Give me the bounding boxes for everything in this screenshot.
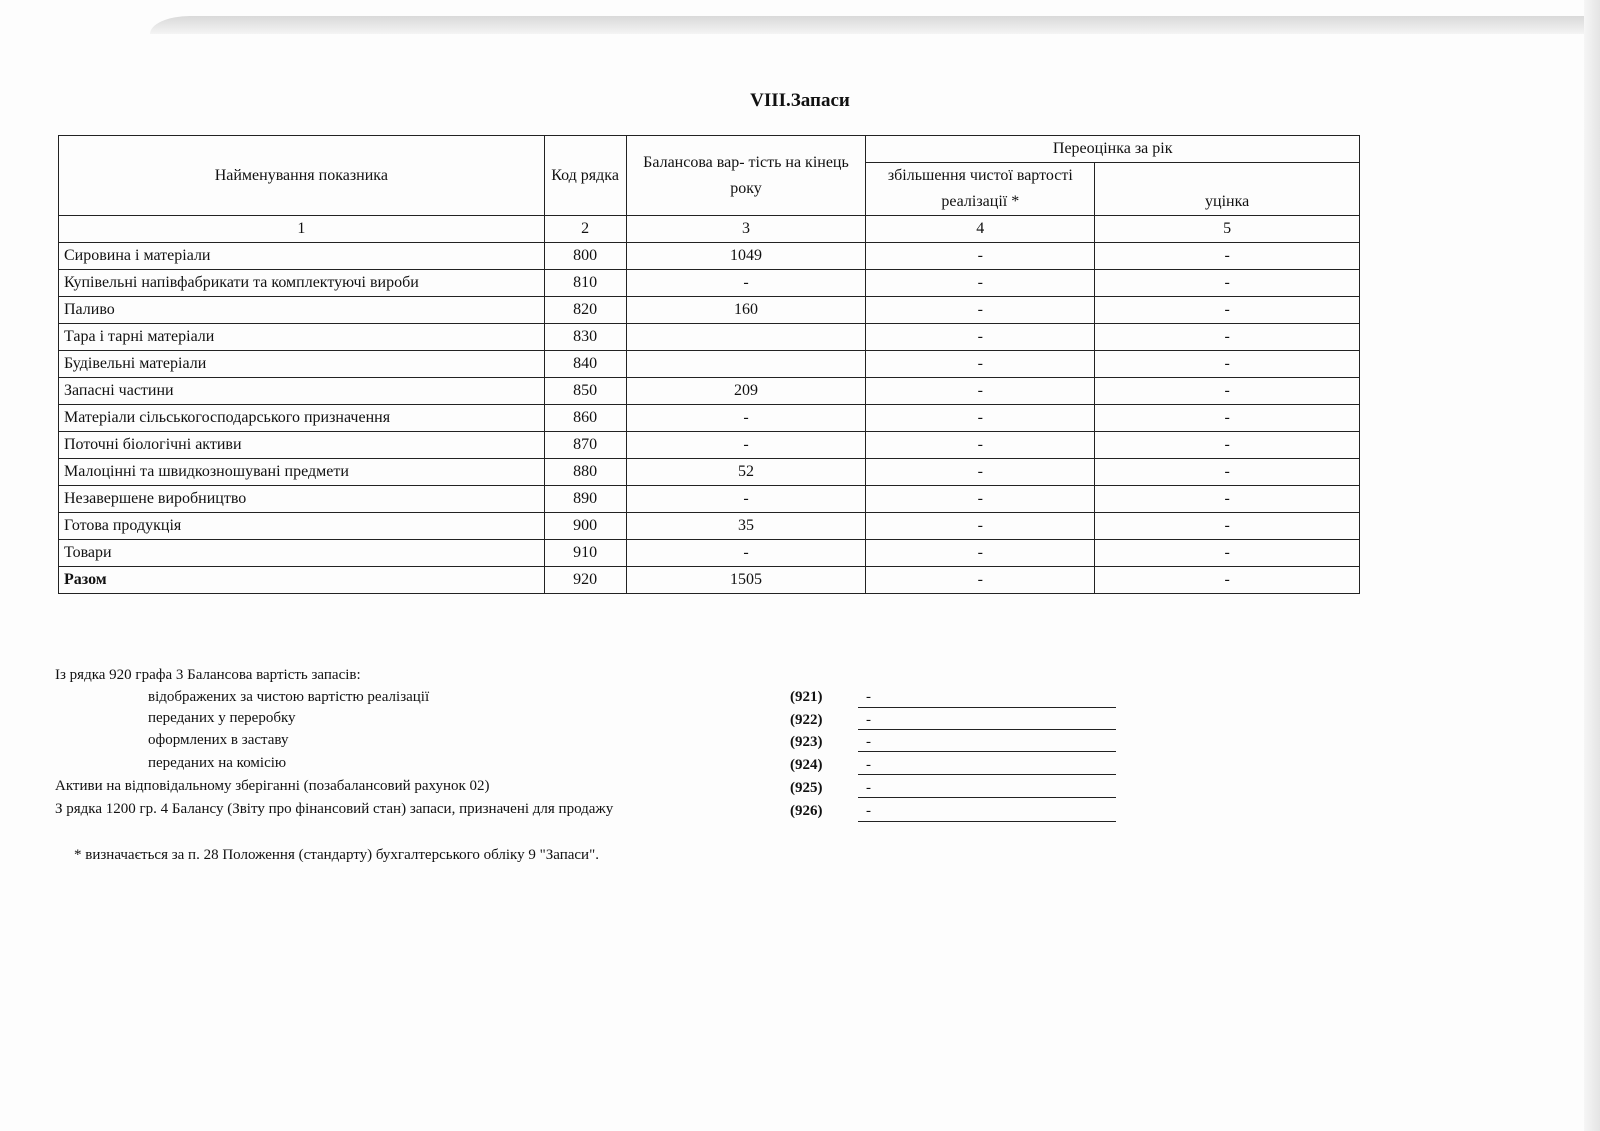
column-number: 2: [544, 216, 626, 243]
row-code: 880: [544, 459, 626, 486]
table-row: [59, 297, 1360, 324]
row-markdown: -: [1095, 459, 1360, 486]
row-name: Купівельні напівфабрикати та комплектуючі вироби: [59, 270, 545, 297]
row-balance: 1049: [626, 243, 866, 270]
row-code: 830: [544, 324, 626, 351]
inventory-table: [58, 135, 1360, 594]
note-code: (923): [790, 734, 823, 750]
row-balance: [626, 351, 866, 378]
row-code: 890: [544, 486, 626, 513]
row-code: 900: [544, 513, 626, 540]
row-increase: -: [866, 513, 1095, 540]
column-number-row: [59, 216, 1360, 243]
row-name: Матеріали сільськогосподарського призначення: [59, 405, 545, 432]
note-code: (922): [790, 712, 823, 728]
row-increase: -: [866, 432, 1095, 459]
table-row: [59, 513, 1360, 540]
table-row: [59, 459, 1360, 486]
row-markdown: -: [1095, 513, 1360, 540]
row-markdown: -: [1095, 351, 1360, 378]
note-label: Активи на відповідальному зберіганні (позабалансовий рахунок 02): [55, 778, 490, 794]
note-value: -: [866, 757, 871, 773]
note-code: (925): [790, 780, 823, 796]
row-increase: -: [866, 324, 1095, 351]
row-markdown: -: [1095, 432, 1360, 459]
note-underline: [858, 797, 1116, 798]
row-name: Разом: [59, 567, 545, 594]
row-name: Будівельні матеріали: [59, 351, 545, 378]
row-markdown: -: [1095, 540, 1360, 567]
row-markdown: -: [1095, 324, 1360, 351]
table-row: [59, 405, 1360, 432]
header-balance: Балансова вар- тість на кінець року: [626, 136, 866, 216]
row-name: Поточні біологічні активи: [59, 432, 545, 459]
row-balance: -: [626, 540, 866, 567]
note-label: відображених за чистою вартістю реалізації: [148, 689, 430, 705]
row-markdown: -: [1095, 486, 1360, 513]
note-underline: [858, 729, 1116, 730]
row-code: 820: [544, 297, 626, 324]
row-code: 840: [544, 351, 626, 378]
row-name: Тара і тарні матеріали: [59, 324, 545, 351]
table-row: [59, 351, 1360, 378]
row-name: Сировина і матеріали: [59, 243, 545, 270]
row-markdown: -: [1095, 378, 1360, 405]
note-underline: [858, 707, 1116, 708]
notes-intro: Із рядка 920 графа 3 Балансова вартість запасів:: [55, 667, 361, 683]
table-row: [59, 540, 1360, 567]
header-code: Код рядка: [544, 136, 626, 216]
row-balance: -: [626, 405, 866, 432]
note-code: (921): [790, 689, 823, 705]
column-number: 5: [1095, 216, 1360, 243]
note-label: оформлених в заставу: [148, 732, 289, 748]
row-balance: -: [626, 270, 866, 297]
row-name: Запасні частини: [59, 378, 545, 405]
note-value: -: [866, 780, 871, 796]
row-name: Малоцінні та швидкозношувані предмети: [59, 459, 545, 486]
row-code: 810: [544, 270, 626, 297]
row-balance: -: [626, 432, 866, 459]
row-increase: -: [866, 567, 1095, 594]
header-row: [59, 136, 1360, 163]
row-name: Готова продукція: [59, 513, 545, 540]
row-balance: 1505: [626, 567, 866, 594]
table-row: [59, 324, 1360, 351]
note-code: (924): [790, 757, 823, 773]
table-row: [59, 486, 1360, 513]
row-code: 920: [544, 567, 626, 594]
row-name: Незавершене виробництво: [59, 486, 545, 513]
row-increase: -: [866, 351, 1095, 378]
note-value: -: [866, 803, 871, 819]
header-increase: збільшення чистої вартості реалізації *: [866, 163, 1095, 216]
row-increase: -: [866, 486, 1095, 513]
row-markdown: -: [1095, 297, 1360, 324]
row-markdown: -: [1095, 405, 1360, 432]
row-code: 910: [544, 540, 626, 567]
row-markdown: -: [1095, 270, 1360, 297]
header-name: Найменування показника: [59, 136, 545, 216]
row-increase: -: [866, 243, 1095, 270]
total-row: [59, 567, 1360, 594]
note-underline: [858, 751, 1116, 752]
row-increase: -: [866, 540, 1095, 567]
row-code: 800: [544, 243, 626, 270]
section-title: VIII.Запаси: [750, 90, 850, 111]
row-markdown: -: [1095, 243, 1360, 270]
note-value: -: [866, 734, 871, 750]
note-code: (926): [790, 803, 823, 819]
row-increase: -: [866, 378, 1095, 405]
column-number: 3: [626, 216, 866, 243]
note-underline: [858, 821, 1116, 822]
row-code: 850: [544, 378, 626, 405]
table-row: [59, 432, 1360, 459]
row-code: 860: [544, 405, 626, 432]
row-balance: 209: [626, 378, 866, 405]
row-increase: -: [866, 405, 1095, 432]
page-edge-shadow: [150, 16, 1590, 34]
table-row: [59, 378, 1360, 405]
row-balance: -: [626, 486, 866, 513]
note-label: З рядка 1200 гр. 4 Балансу (Звіту про фінансовий стан) запаси, призначені для продажу: [55, 801, 614, 817]
row-increase: -: [866, 297, 1095, 324]
row-name: Товари: [59, 540, 545, 567]
row-code: 870: [544, 432, 626, 459]
column-number: 1: [59, 216, 545, 243]
column-number: 4: [866, 216, 1095, 243]
table-row: [59, 270, 1360, 297]
row-name: Паливо: [59, 297, 545, 324]
note-value: -: [866, 689, 871, 705]
row-increase: -: [866, 270, 1095, 297]
note-label: переданих у переробку: [148, 710, 296, 726]
header-markdown: уцінка: [1095, 163, 1360, 216]
row-increase: -: [866, 459, 1095, 486]
row-balance: 35: [626, 513, 866, 540]
table-row: [59, 243, 1360, 270]
row-balance: [626, 324, 866, 351]
row-balance: 52: [626, 459, 866, 486]
page-edge-right: [1584, 0, 1600, 1131]
footnote: * визначається за п. 28 Положення (стандарту) бухгалтерського обліку 9 "Запаси".: [74, 847, 599, 863]
note-value: -: [866, 712, 871, 728]
note-label: переданих на комісію: [148, 755, 287, 771]
note-underline: [858, 774, 1116, 775]
row-balance: 160: [626, 297, 866, 324]
header-revaluation: Переоцінка за рік: [866, 136, 1360, 163]
row-markdown: -: [1095, 567, 1360, 594]
